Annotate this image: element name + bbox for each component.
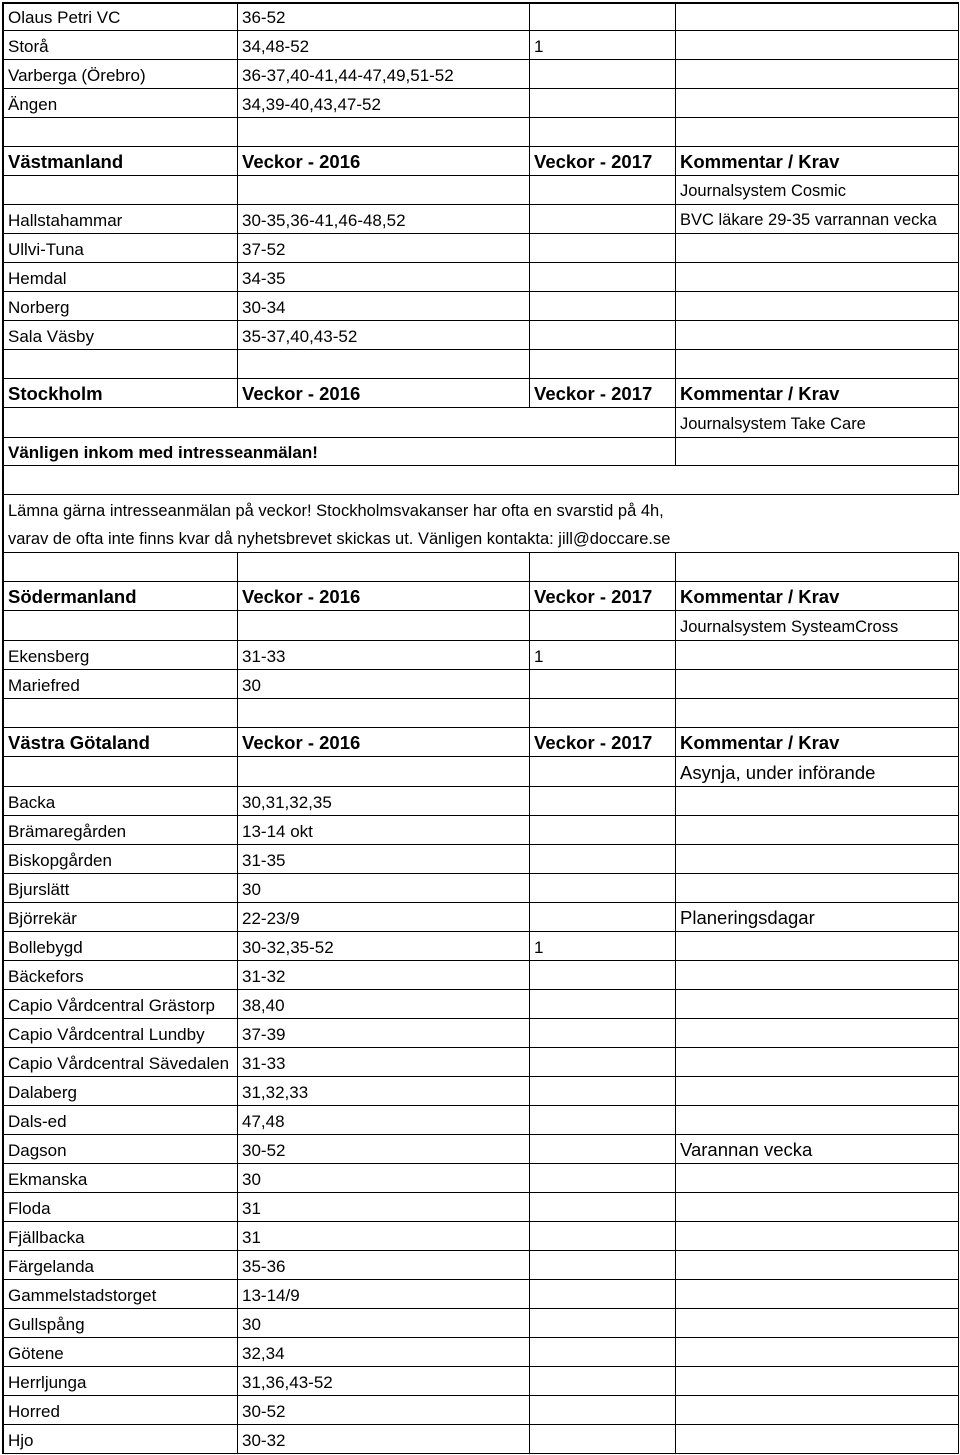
table-row: [4, 874, 959, 903]
table-row: [4, 903, 959, 932]
weeks-2017-cell[interactable]: [530, 1106, 676, 1134]
empty-cell[interactable]: [530, 699, 676, 727]
weeks-2016-cell[interactable]: 22-23/9: [238, 903, 530, 931]
unit-name-cell[interactable]: Fjällbacka: [4, 1222, 238, 1250]
weeks-2017-cell[interactable]: [530, 1425, 676, 1453]
weeks-2017-cell[interactable]: [530, 1222, 676, 1250]
comment-cell[interactable]: [676, 263, 959, 291]
table-row: [4, 1338, 959, 1367]
weeks-2017-cell[interactable]: [530, 816, 676, 844]
table-row: [4, 1135, 959, 1164]
table-row: [4, 1309, 959, 1338]
weeks-2017-cell[interactable]: [530, 4, 676, 30]
comment-cell[interactable]: Planeringsdagar: [676, 903, 959, 931]
table-row: [4, 89, 959, 118]
weeks-2016-cell[interactable]: 36-52: [238, 4, 530, 30]
weeks-2017-cell[interactable]: [530, 1367, 676, 1395]
unit-name-cell[interactable]: Storå: [4, 31, 238, 59]
weeks-2016-cell[interactable]: 31,32,33: [238, 1077, 530, 1105]
weeks-2016-cell[interactable]: 34,39-40,43,47-52: [238, 89, 530, 117]
header-weeks-2017: Veckor - 2017: [530, 728, 676, 756]
weeks-2016-cell[interactable]: 36-37,40-41,44-47,49,51-52: [238, 60, 530, 88]
empty-cell[interactable]: [238, 757, 530, 786]
weeks-2017-cell[interactable]: [530, 1019, 676, 1047]
empty-cell[interactable]: [4, 611, 238, 640]
table-row: [4, 1077, 959, 1106]
welcome-row: [4, 438, 959, 466]
weeks-2016-cell[interactable]: 31-33: [238, 1048, 530, 1076]
header-comment: Kommentar / Krav: [676, 728, 959, 756]
unit-name-cell[interactable]: Ängen: [4, 89, 238, 117]
empty-cell[interactable]: [530, 611, 676, 640]
weeks-2017-cell[interactable]: [530, 1251, 676, 1279]
stockholm-note-line-2: varav de ofta inte finns kvar då nyhetsbrevet skickas ut. Vänligen kontakta: jill@doccare.se: [8, 530, 671, 549]
weeks-2016-cell[interactable]: 37-39: [238, 1019, 530, 1047]
unit-name-cell[interactable]: Färgelanda: [4, 1251, 238, 1279]
spreadsheet: [2, 2, 959, 1454]
empty-cell[interactable]: [4, 408, 676, 437]
region-header-row: [4, 728, 959, 757]
table-row: [4, 1048, 959, 1077]
unit-name-cell[interactable]: Herrljunga: [4, 1367, 238, 1395]
unit-name-cell[interactable]: Bollebygd: [4, 932, 238, 960]
weeks-2017-cell[interactable]: [530, 1164, 676, 1192]
table-row: [4, 787, 959, 816]
comment-cell[interactable]: [676, 292, 959, 320]
weeks-2017-cell[interactable]: 1: [530, 932, 676, 960]
weeks-2016-cell[interactable]: 34,48-52: [238, 31, 530, 59]
comment-cell[interactable]: [676, 1309, 959, 1337]
table-row: [4, 670, 959, 699]
weeks-2016-cell[interactable]: 47,48: [238, 1106, 530, 1134]
weeks-2017-cell[interactable]: [530, 1280, 676, 1308]
empty-row: [4, 699, 959, 728]
weeks-2017-cell[interactable]: [530, 670, 676, 698]
comment-cell[interactable]: [676, 1019, 959, 1047]
unit-name-cell[interactable]: Sala Väsby: [4, 321, 238, 349]
weeks-2016-cell[interactable]: 30: [238, 670, 530, 698]
unit-name-cell[interactable]: Bäckefors: [4, 961, 238, 989]
weeks-2017-cell[interactable]: [530, 990, 676, 1018]
header-weeks-2016: Veckor - 2016: [238, 582, 530, 610]
empty-cell[interactable]: [4, 466, 959, 494]
weeks-2016-cell[interactable]: 31: [238, 1222, 530, 1250]
unit-name-cell[interactable]: Ekensberg: [4, 641, 238, 669]
comment-cell[interactable]: [676, 89, 959, 117]
unit-name-cell[interactable]: Varberga (Örebro): [4, 60, 238, 88]
region-title: Södermanland: [4, 582, 238, 610]
header-comment: Kommentar / Krav: [676, 379, 959, 407]
table-row: [4, 961, 959, 990]
empty-cell[interactable]: [4, 118, 238, 146]
unit-name-cell[interactable]: Hemdal: [4, 263, 238, 291]
empty-cell[interactable]: [238, 118, 530, 146]
table-row: [4, 641, 959, 670]
unit-name-cell[interactable]: Backa: [4, 787, 238, 815]
table-row: [4, 292, 959, 321]
stockholm-note-line-1: Lämna gärna intresseanmälan på veckor! Stockholmsvakanser har ofta en svarstid på 4h,: [8, 502, 664, 521]
comment-cell[interactable]: [676, 990, 959, 1018]
weeks-2016-cell[interactable]: 37-52: [238, 234, 530, 262]
header-weeks-2017: Veckor - 2017: [530, 147, 676, 175]
weeks-2017-cell[interactable]: [530, 1077, 676, 1105]
journal-system-note[interactable]: Asynja, under införande: [676, 757, 959, 786]
comment-cell[interactable]: Varannan vecka: [676, 1135, 959, 1163]
unit-name-cell[interactable]: Dagson: [4, 1135, 238, 1163]
comment-cell[interactable]: [676, 60, 959, 88]
empty-cell[interactable]: [238, 176, 530, 204]
unit-name-cell[interactable]: Björrekär: [4, 903, 238, 931]
comment-cell[interactable]: [676, 234, 959, 262]
comment-cell[interactable]: [676, 1367, 959, 1395]
weeks-2016-cell[interactable]: 31,36,43-52: [238, 1367, 530, 1395]
empty-cell[interactable]: [530, 350, 676, 378]
weeks-2017-cell[interactable]: [530, 874, 676, 902]
comment-cell[interactable]: [676, 1164, 959, 1192]
table-row: [4, 1396, 959, 1425]
unit-name-cell[interactable]: Mariefred: [4, 670, 238, 698]
comment-cell[interactable]: [676, 1193, 959, 1221]
weeks-2017-cell[interactable]: [530, 787, 676, 815]
table-row: [4, 932, 959, 961]
note-row: [4, 524, 959, 553]
weeks-2016-cell[interactable]: 35-37,40,43-52: [238, 321, 530, 349]
comment-cell[interactable]: [676, 1338, 959, 1366]
weeks-2017-cell[interactable]: [530, 961, 676, 989]
region-title: Västmanland: [4, 147, 238, 175]
table-row: [4, 845, 959, 874]
note-row: [4, 495, 959, 524]
weeks-2016-cell[interactable]: 31-32: [238, 961, 530, 989]
region-header-row: [4, 379, 959, 408]
unit-name-cell[interactable]: Hjo: [4, 1425, 238, 1453]
weeks-2017-cell[interactable]: [530, 205, 676, 233]
empty-cell[interactable]: [4, 176, 238, 204]
unit-name-cell[interactable]: Norberg: [4, 292, 238, 320]
comment-cell[interactable]: [676, 932, 959, 960]
unit-name-cell[interactable]: Capio Vårdcentral Lundby: [4, 1019, 238, 1047]
empty-cell[interactable]: [676, 699, 959, 727]
header-weeks-2016: Veckor - 2016: [238, 147, 530, 175]
comment-cell[interactable]: [676, 1425, 959, 1453]
system-row: [4, 176, 959, 205]
table-row: [4, 1425, 959, 1454]
weeks-2017-cell[interactable]: [530, 845, 676, 873]
unit-name-cell[interactable]: Horred: [4, 1396, 238, 1424]
weeks-2016-cell[interactable]: 13-14/9: [238, 1280, 530, 1308]
system-row: [4, 611, 959, 641]
weeks-2017-cell[interactable]: 1: [530, 31, 676, 59]
unit-name-cell[interactable]: Gammelstadstorget: [4, 1280, 238, 1308]
comment-cell[interactable]: [676, 1106, 959, 1134]
weeks-2016-cell[interactable]: 30-34: [238, 292, 530, 320]
table-row: [4, 1193, 959, 1222]
weeks-2016-cell[interactable]: 30-35,36-41,46-48,52: [238, 205, 530, 233]
comment-cell[interactable]: [676, 874, 959, 902]
comment-cell[interactable]: [676, 1048, 959, 1076]
weeks-2017-cell[interactable]: [530, 1309, 676, 1337]
weeks-2016-cell[interactable]: 34-35: [238, 263, 530, 291]
weeks-2016-cell[interactable]: 30-52: [238, 1396, 530, 1424]
table-row: [4, 1106, 959, 1135]
empty-cell[interactable]: [238, 699, 530, 727]
unit-name-cell[interactable]: Olaus Petri VC: [4, 4, 238, 30]
empty-row: [4, 466, 959, 495]
empty-cell[interactable]: [530, 553, 676, 581]
system-row: [4, 757, 959, 787]
weeks-2017-cell[interactable]: [530, 1338, 676, 1366]
unit-name-cell[interactable]: Dalaberg: [4, 1077, 238, 1105]
comment-cell[interactable]: [676, 321, 959, 349]
weeks-2016-cell[interactable]: 31-33: [238, 641, 530, 669]
empty-cell[interactable]: [4, 699, 238, 727]
empty-cell[interactable]: [530, 757, 676, 786]
weeks-2017-cell[interactable]: [530, 263, 676, 291]
empty-cell[interactable]: [676, 553, 959, 581]
empty-cell[interactable]: [4, 757, 238, 786]
weeks-2016-cell[interactable]: 30-32: [238, 1425, 530, 1453]
unit-name-cell[interactable]: Hallstahammar: [4, 205, 238, 233]
weeks-2017-cell[interactable]: [530, 292, 676, 320]
table-row: [4, 816, 959, 845]
empty-cell[interactable]: [676, 118, 959, 146]
unit-name-cell[interactable]: Bjurslätt: [4, 874, 238, 902]
header-comment: Kommentar / Krav: [676, 147, 959, 175]
unit-name-cell[interactable]: Ullvi-Tuna: [4, 234, 238, 262]
header-weeks-2017: Veckor - 2017: [530, 379, 676, 407]
weeks-2017-cell[interactable]: [530, 321, 676, 349]
weeks-2016-cell[interactable]: 32,34: [238, 1338, 530, 1366]
empty-cell[interactable]: [238, 611, 530, 640]
empty-cell[interactable]: [530, 176, 676, 204]
empty-cell[interactable]: [4, 350, 238, 378]
unit-name-cell[interactable]: Biskopgården: [4, 845, 238, 873]
table-row: [4, 234, 959, 263]
weeks-2016-cell[interactable]: 30,31,32,35: [238, 787, 530, 815]
weeks-2017-cell[interactable]: [530, 234, 676, 262]
table-row: [4, 263, 959, 292]
table-row: [4, 990, 959, 1019]
table-row: [4, 1222, 959, 1251]
header-comment: Kommentar / Krav: [676, 582, 959, 610]
journal-system-note[interactable]: Journalsystem Cosmic: [676, 176, 959, 204]
weeks-2017-cell[interactable]: [530, 60, 676, 88]
table-row: [4, 1164, 959, 1193]
welcome-message: Vänligen inkom med intresseanmälan!: [4, 438, 676, 465]
unit-name-cell[interactable]: Gullspång: [4, 1309, 238, 1337]
unit-name-cell[interactable]: Brämaregården: [4, 816, 238, 844]
comment-cell[interactable]: [676, 1280, 959, 1308]
empty-cell[interactable]: [676, 350, 959, 378]
vastra-gotaland-rows: [4, 787, 959, 1454]
comment-cell[interactable]: [676, 1396, 959, 1424]
weeks-2016-cell[interactable]: 30: [238, 1164, 530, 1192]
comment-cell[interactable]: [676, 816, 959, 844]
empty-cell[interactable]: [530, 118, 676, 146]
unit-name-cell[interactable]: Capio Vårdcentral Grästorp: [4, 990, 238, 1018]
table-row: [4, 205, 959, 234]
header-weeks-2016: Veckor - 2016: [238, 728, 530, 756]
weeks-2016-cell[interactable]: 35-36: [238, 1251, 530, 1279]
unit-name-cell[interactable]: Ekmanska: [4, 1164, 238, 1192]
comment-cell[interactable]: [676, 1222, 959, 1250]
header-weeks-2016: Veckor - 2016: [238, 379, 530, 407]
weeks-2016-cell[interactable]: 30-52: [238, 1135, 530, 1163]
empty-cell[interactable]: [238, 553, 530, 581]
weeks-2016-cell[interactable]: 38,40: [238, 990, 530, 1018]
comment-cell[interactable]: [676, 787, 959, 815]
table-row: [4, 2, 959, 31]
journal-system-note[interactable]: Journalsystem Take Care: [676, 408, 959, 437]
weeks-2016-cell[interactable]: 30-32,35-52: [238, 932, 530, 960]
comment-cell[interactable]: [676, 641, 959, 669]
empty-row: [4, 553, 959, 582]
unit-name-cell[interactable]: Dals-ed: [4, 1106, 238, 1134]
table-row: [4, 31, 959, 60]
empty-row: [4, 350, 959, 379]
table-row: [4, 1280, 959, 1309]
empty-cell[interactable]: [238, 350, 530, 378]
weeks-2017-cell[interactable]: [530, 903, 676, 931]
region-header-row: [4, 582, 959, 611]
weeks-2016-cell[interactable]: 13-14 okt: [238, 816, 530, 844]
table-row: [4, 1019, 959, 1048]
weeks-2017-cell[interactable]: [530, 1135, 676, 1163]
comment-cell[interactable]: [676, 1251, 959, 1279]
comment-cell[interactable]: [676, 4, 959, 30]
system-row: [4, 408, 959, 438]
journal-system-note[interactable]: Journalsystem SysteamCross: [676, 611, 959, 640]
region-title: Västra Götaland: [4, 728, 238, 756]
unit-name-cell[interactable]: Floda: [4, 1193, 238, 1221]
unit-name-cell[interactable]: Götene: [4, 1338, 238, 1366]
header-weeks-2017: Veckor - 2017: [530, 582, 676, 610]
comment-cell[interactable]: [676, 845, 959, 873]
empty-row: [4, 118, 959, 147]
comment-cell[interactable]: BVC läkare 29-35 varrannan vecka: [676, 205, 959, 233]
table-row: [4, 60, 959, 89]
empty-cell[interactable]: [4, 553, 238, 581]
weeks-2017-cell[interactable]: [530, 1048, 676, 1076]
comment-cell[interactable]: [676, 31, 959, 59]
comment-cell[interactable]: [676, 1077, 959, 1105]
weeks-2016-cell[interactable]: 31-35: [238, 845, 530, 873]
weeks-2017-cell[interactable]: [530, 89, 676, 117]
weeks-2016-cell[interactable]: 31: [238, 1193, 530, 1221]
comment-cell[interactable]: [676, 670, 959, 698]
weeks-2016-cell[interactable]: 30: [238, 874, 530, 902]
table-row: [4, 321, 959, 350]
weeks-2017-cell[interactable]: 1: [530, 641, 676, 669]
table-row: [4, 1251, 959, 1280]
weeks-2016-cell[interactable]: 30: [238, 1309, 530, 1337]
empty-cell[interactable]: [676, 438, 959, 465]
region-header-row: [4, 147, 959, 176]
weeks-2017-cell[interactable]: [530, 1396, 676, 1424]
weeks-2017-cell[interactable]: [530, 1193, 676, 1221]
region-title: Stockholm: [4, 379, 238, 407]
unit-name-cell[interactable]: Capio Vårdcentral Sävedalen: [4, 1048, 238, 1076]
table-row: [4, 1367, 959, 1396]
comment-cell[interactable]: [676, 961, 959, 989]
